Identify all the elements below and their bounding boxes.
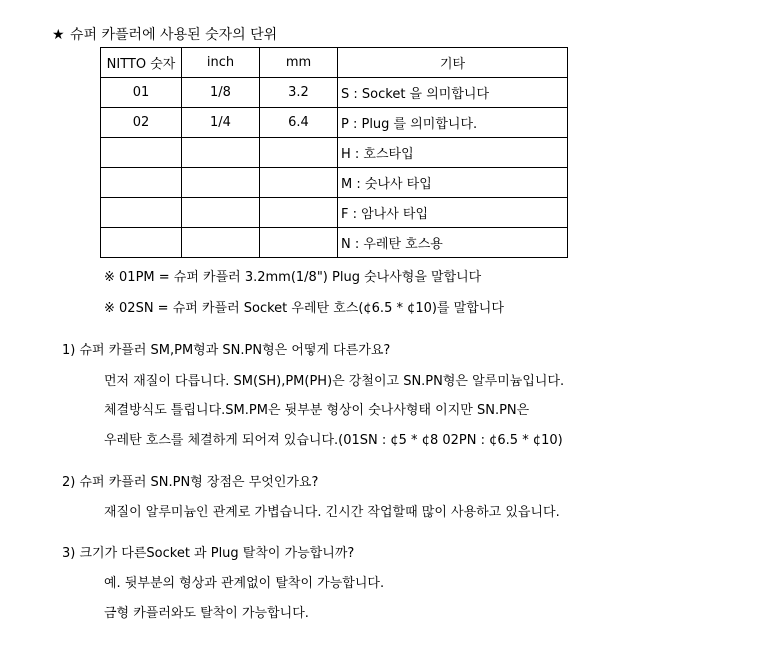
note-01pm: ※ 01PM = 슈퍼 카플러 3.2mm(1/8") Plug 숫나사형을 말합니다 — [104, 270, 482, 285]
table-row — [101, 78, 568, 108]
faq-answer-line: 예. 뒷부분의 형상과 관계없이 탈착이 가능합니다. — [104, 576, 385, 591]
note-02sn: ※ 02SN = 슈퍼 카플러 Socket 우레탄 호스(¢6.5 * ¢10)를 말합니다 — [104, 301, 504, 316]
table-cell — [101, 138, 182, 168]
table-cell: 3.2 — [260, 78, 338, 108]
table-cell — [260, 138, 338, 168]
table-cell: S : Socket 을 의미합니다 — [338, 78, 568, 108]
table-cell: H : 호스타입 — [338, 138, 568, 168]
table-row — [101, 138, 568, 168]
table-header-cell: NITTO 숫자 — [101, 48, 182, 78]
faq-question-3: 3) 크기가 다른Socket 과 Plug 탈착이 가능합니까? — [62, 546, 355, 561]
table-header-row — [101, 48, 568, 78]
table-cell — [182, 198, 260, 228]
table-cell: N : 우레탄 호스용 — [338, 228, 568, 258]
units-table — [100, 47, 568, 258]
table-cell: M : 숫나사 타입 — [338, 168, 568, 198]
faq-answer-line: 먼저 재질이 다릅니다. SM(SH),PM(PH)은 강철이고 SN.PN형은 알루미늄입니다. — [104, 374, 565, 389]
faq-answer-line: 재질이 알루미늄인 관계로 가볍습니다. 긴시간 작업할때 많이 사용하고 있읍니다. — [104, 505, 560, 520]
table-cell: 1/4 — [182, 108, 260, 138]
table-header-cell: mm — [260, 48, 338, 78]
faq-answer-line: 체결방식도 틀립니다.SM.PM은 뒷부분 형상이 숫나사형태 이지만 SN.PN은 — [104, 403, 530, 418]
table-row — [101, 108, 568, 138]
star-icon: ★ — [52, 27, 65, 43]
table-row — [101, 198, 568, 228]
table-cell — [260, 198, 338, 228]
table-cell — [182, 138, 260, 168]
faq-question-1: 1) 슈퍼 카플러 SM,PM형과 SN.PN형은 어떻게 다른가요? — [62, 343, 391, 358]
faq-answer-line: 금형 카플러와도 탈착이 가능합니다. — [104, 606, 309, 621]
table-header-cell: inch — [182, 48, 260, 78]
table-row — [101, 168, 568, 198]
table-cell: P : Plug 를 의미합니다. — [338, 108, 568, 138]
table-cell: 6.4 — [260, 108, 338, 138]
table-row — [101, 228, 568, 258]
table-cell — [182, 228, 260, 258]
faq-answer-line: 우레탄 호스를 체결하게 되어져 있습니다.(01SN : ¢5 * ¢8 02PN : ¢6.5 * ¢10) — [104, 433, 563, 448]
table-cell: F : 암나사 타입 — [338, 198, 568, 228]
heading-text: 슈퍼 카플러에 사용된 숫자의 단위 — [70, 27, 278, 43]
table-cell: 02 — [101, 108, 182, 138]
document-heading — [52, 24, 277, 44]
table-cell — [260, 168, 338, 198]
table-cell — [260, 228, 338, 258]
table-header-cell: 기타 — [338, 48, 568, 78]
table-cell — [101, 228, 182, 258]
table-cell — [101, 198, 182, 228]
table-cell: 1/8 — [182, 78, 260, 108]
table-cell: 01 — [101, 78, 182, 108]
table-cell — [101, 168, 182, 198]
table-cell — [182, 168, 260, 198]
faq-question-2: 2) 슈퍼 카플러 SN.PN형 장점은 무엇인가요? — [62, 475, 319, 490]
